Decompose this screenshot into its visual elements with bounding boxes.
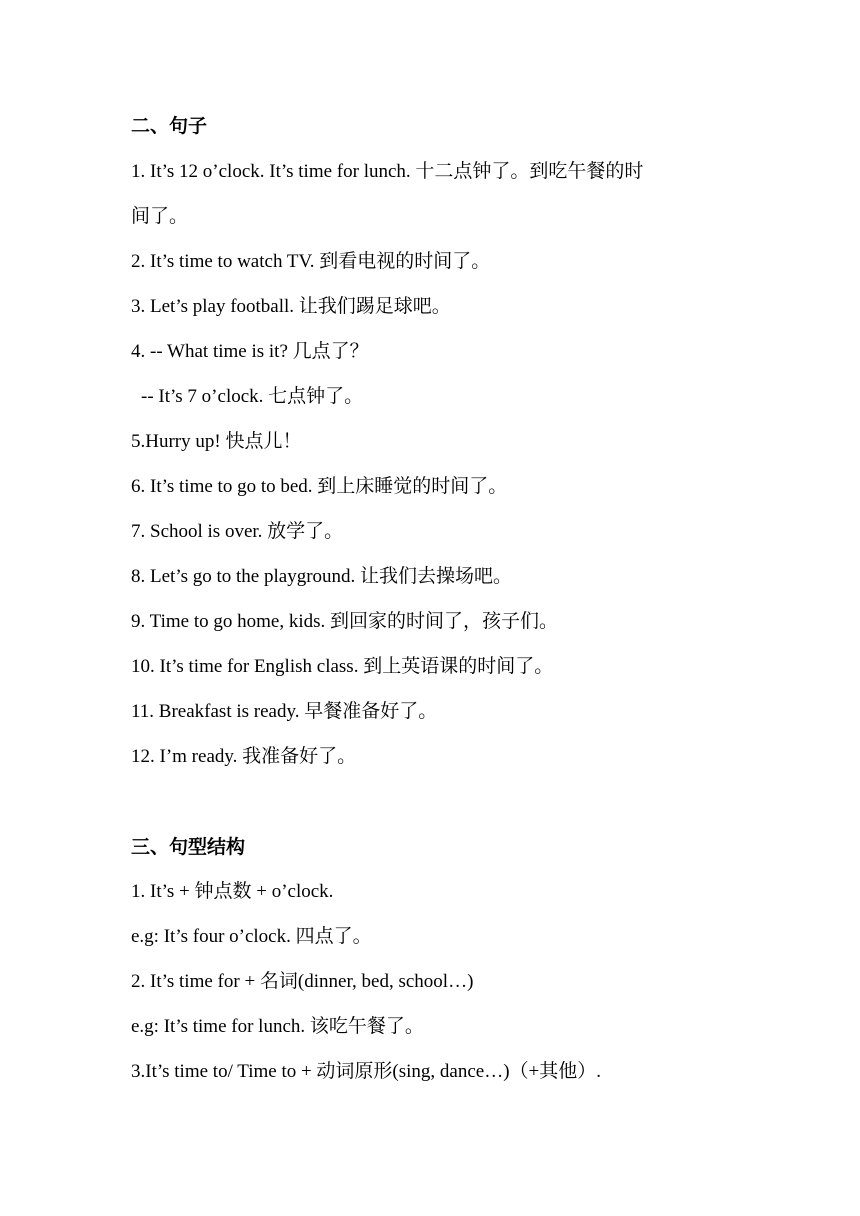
section-heading-structures: 三、句型结构 <box>131 836 246 858</box>
structure-line: 3.It’s time to/ Time to + 动词原形(sing, dance…)（+其他）. <box>131 1061 602 1082</box>
structure-line: e.g: It’s time for lunch. 该吃午餐了。 <box>131 1016 424 1037</box>
structure-line: e.g: It’s four o’clock. 四点了。 <box>131 926 372 947</box>
sentence-line: 1. It’s 12 o’clock. It’s time for lunch. 十二点钟了。到吃午餐的时 <box>131 161 644 182</box>
sentence-line: 10. It’s time for English class. 到上英语课的时间了。 <box>131 656 554 677</box>
structure-line: 2. It’s time for + 名词(dinner, bed, school…) <box>131 971 474 992</box>
sentence-line: 9. Time to go home, kids. 到回家的时间了，孩子们。 <box>131 611 558 632</box>
sentence-line: 6. It’s time to go to bed. 到上床睡觉的时间了。 <box>131 476 508 497</box>
sentence-line: 12. I’m ready. 我准备好了。 <box>131 746 357 767</box>
sentence-line: 间了。 <box>131 206 189 227</box>
sentence-line: 5.Hurry up! 快点儿！ <box>131 431 302 452</box>
sentence-line: -- It’s 7 o’clock. 七点钟了。 <box>141 386 364 407</box>
sentence-line: 7. School is over. 放学了。 <box>131 521 344 542</box>
sentence-line: 3. Let’s play football. 让我们踢足球吧。 <box>131 296 451 317</box>
sentence-line: 4. -- What time is it? 几点了？ <box>131 341 369 362</box>
sentence-line: 2. It’s time to watch TV. 到看电视的时间了。 <box>131 251 491 272</box>
sentence-line: 11. Breakfast is ready. 早餐准备好了。 <box>131 701 438 722</box>
sentence-line: 8. Let’s go to the playground. 让我们去操场吧。 <box>131 566 513 587</box>
section-heading-sentences: 二、句子 <box>131 115 208 137</box>
structure-line: 1. It’s + 钟点数 + o’clock. <box>131 881 334 902</box>
